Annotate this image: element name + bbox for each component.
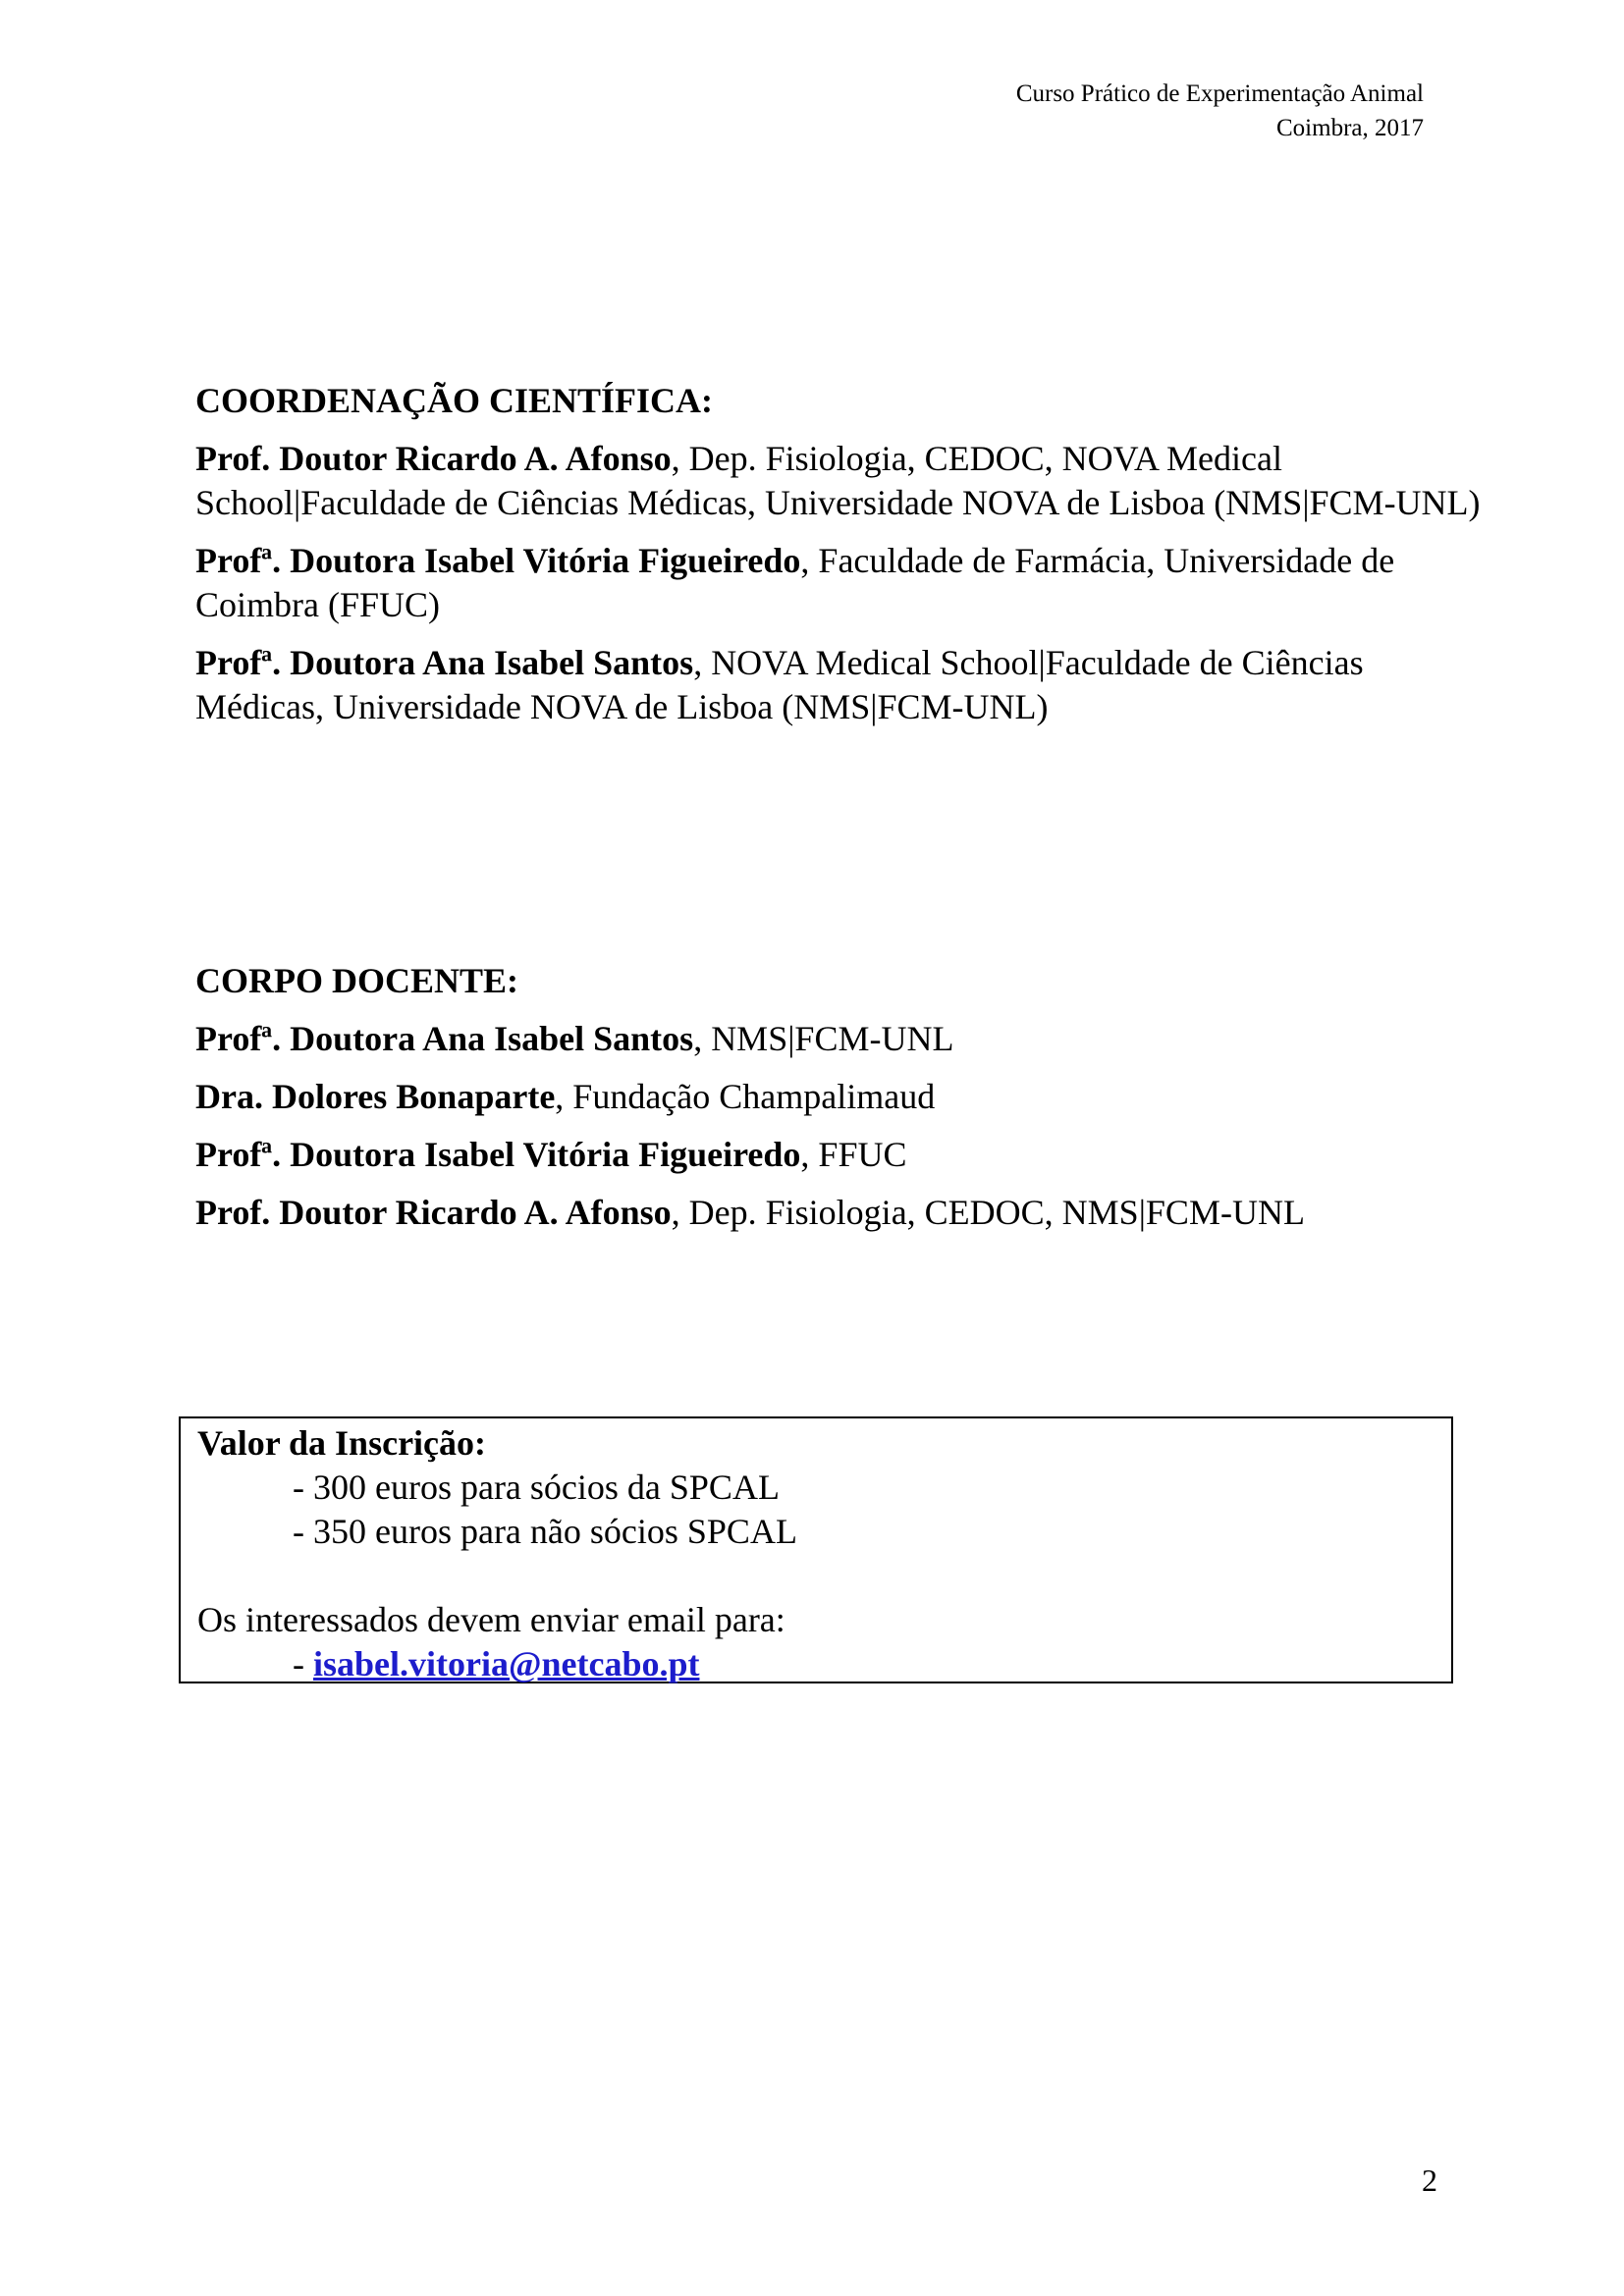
coordenacao-entry xyxy=(195,437,1491,525)
person-affiliation: , Fundação Champalimaud xyxy=(555,1077,936,1116)
person-name: Prof. Doutor Ricardo A. Afonso xyxy=(195,1193,672,1232)
email-line xyxy=(197,1642,1451,1686)
fee-item-member: - 300 euros para sócios da SPCAL xyxy=(293,1468,780,1507)
header-course-title: Curso Prático de Experimentação Animal xyxy=(1015,80,1424,107)
docente-entry xyxy=(195,1133,1491,1177)
person-name: Prof. Doutor Ricardo A. Afonso xyxy=(195,439,672,478)
person-affiliation: , Dep. Fisiologia, CEDOC, NMS|FCM-UNL xyxy=(671,1193,1305,1232)
person-affiliation: , Dep. Fisiologia, CEDOC, NOVA Medical School|Faculdade de Ciências Médicas, Universidade NOVA de Lisboa (NMS|FCM-UNL) xyxy=(195,439,1481,522)
spacer xyxy=(197,1554,1451,1598)
fee-box-title: Valor da Inscrição: xyxy=(197,1423,487,1463)
person-affiliation: , Faculdade de Farmácia, Universidade de Coimbra (FFUC) xyxy=(195,541,1395,624)
docente-entry xyxy=(195,1075,1491,1119)
fee-item-non-member: - 350 euros para não sócios SPCAL xyxy=(293,1512,797,1551)
docente-section xyxy=(195,959,1491,1249)
registration-fee-box xyxy=(179,1416,1453,1683)
email-link[interactable]: isabel.vitoria@netcabo.pt xyxy=(313,1644,700,1683)
person-affiliation: , NOVA Medical School|Faculdade de Ciências Médicas, Universidade NOVA de Lisboa (NMS|FCM-UNL) xyxy=(195,643,1364,726)
coordenacao-entry xyxy=(195,539,1491,627)
person-affiliation: , NMS|FCM-UNL xyxy=(693,1019,954,1058)
person-affiliation: , FFUC xyxy=(800,1135,907,1174)
person-name: Profª. Doutora Ana Isabel Santos xyxy=(195,1019,694,1058)
page-number: 2 xyxy=(1422,2163,1437,2198)
email-prefix: - xyxy=(293,1644,313,1683)
coordenacao-entry xyxy=(195,641,1491,729)
person-name: Profª. Doutora Ana Isabel Santos xyxy=(195,643,694,682)
docente-entry xyxy=(195,1017,1491,1061)
section-title-coordenacao: COORDENAÇÃO CIENTÍFICA: xyxy=(195,381,714,420)
person-name: Profª. Doutora Isabel Vitória Figueiredo xyxy=(195,541,801,580)
page-header xyxy=(1016,77,1424,145)
contact-instruction: Os interessados devem enviar email para: xyxy=(197,1600,785,1639)
section-title-docente: CORPO DOCENTE: xyxy=(195,961,519,1000)
coordenacao-section xyxy=(195,379,1491,743)
header-location-year: Coimbra, 2017 xyxy=(1276,115,1424,141)
person-name: Dra. Dolores Bonaparte xyxy=(195,1077,556,1116)
docente-entry xyxy=(195,1191,1491,1235)
person-name: Profª. Doutora Isabel Vitória Figueiredo xyxy=(195,1135,801,1174)
